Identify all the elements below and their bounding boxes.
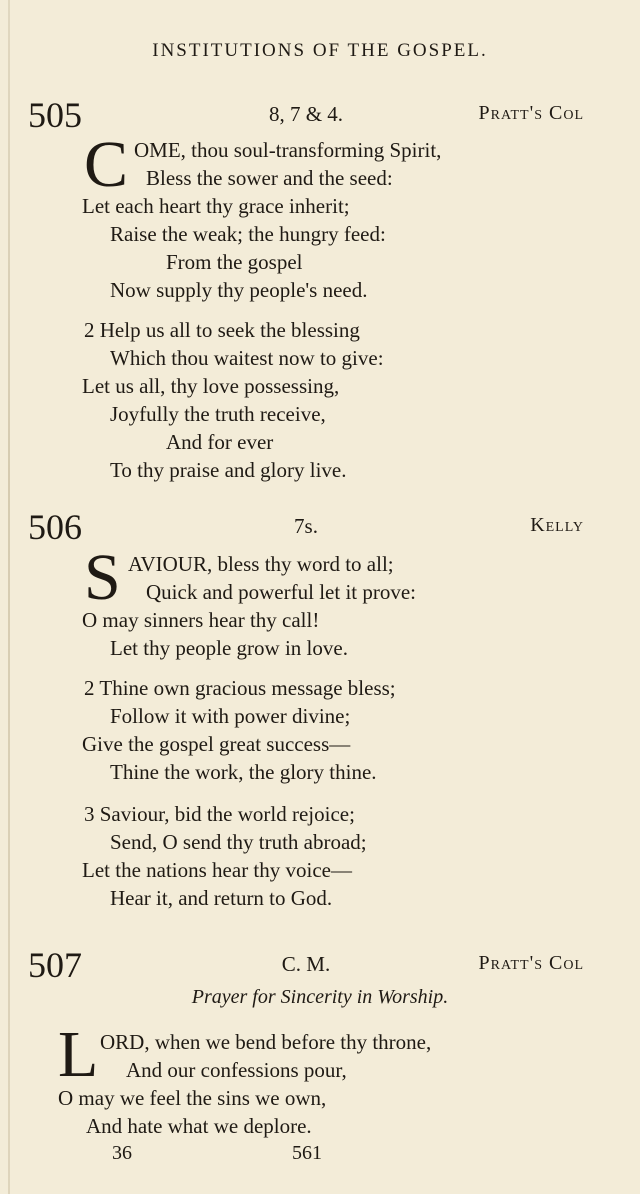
verse-line: Now supply thy people's need. xyxy=(110,278,368,302)
verse-line: O may we feel the sins we own, xyxy=(58,1086,327,1110)
hymn-506-header xyxy=(28,506,584,546)
verse-line: From the gospel xyxy=(166,250,303,274)
hymn-number: 505 xyxy=(28,95,82,135)
verse-line: Raise the weak; the hungry feed: xyxy=(110,222,386,246)
verse-line: 2 Thine own gracious message bless; xyxy=(84,676,396,700)
verse-line: To thy praise and glory live. xyxy=(110,458,347,482)
drop-cap: C xyxy=(84,128,129,201)
hymn-number: 507 xyxy=(28,945,82,985)
hymn-meter: C. M. xyxy=(281,952,331,976)
verse-line: Let each heart thy grace inherit; xyxy=(82,194,350,218)
verse-line: Joyfully the truth receive, xyxy=(110,402,326,426)
verse-line: And hate what we deplore. xyxy=(86,1114,312,1138)
verse-line: Give the gospel great success— xyxy=(82,732,351,756)
verse-line: Let us all, thy love possessing, xyxy=(82,374,340,398)
drop-cap: L xyxy=(58,1018,99,1091)
drop-cap: S xyxy=(84,541,121,614)
verse-line: O may sinners hear thy call! xyxy=(82,608,320,632)
verse-line: Send, O send thy truth abroad; xyxy=(110,830,367,854)
hymn-meter: 8, 7 & 4. xyxy=(268,102,344,126)
binding-edge xyxy=(8,0,10,1194)
verse-line: Which thou waitest now to give: xyxy=(110,346,384,370)
verse-line: Thine the work, the glory thine. xyxy=(110,760,377,784)
verse-line: AVIOUR, bless thy word to all; xyxy=(128,552,394,576)
verse-line: Hear it, and return to God. xyxy=(110,886,333,910)
hymn-meter: 7s. xyxy=(294,514,318,538)
verse-line: Let the nations hear thy voice— xyxy=(82,858,352,882)
page-number: 561 xyxy=(292,1142,322,1164)
verse-line: ORD, when we bend before thy throne, xyxy=(100,1030,432,1054)
hymn-507-header xyxy=(28,944,584,984)
signature-mark: 36 xyxy=(112,1142,132,1164)
verse-line: Quick and powerful let it prove: xyxy=(146,580,417,604)
verse-line: And for ever xyxy=(166,430,274,454)
hymn-tune: Kelly xyxy=(530,514,584,536)
verse-line: Let thy people grow in love. xyxy=(110,636,348,660)
hymn-tune: Pratt's Col xyxy=(478,102,584,124)
verse-line: And our confessions pour, xyxy=(126,1058,347,1082)
verse-line: Bless the sower and the seed: xyxy=(146,166,393,190)
verse-line: 2 Help us all to seek the blessing xyxy=(84,318,360,342)
hymn-number: 506 xyxy=(28,507,82,547)
hymn-tune: Pratt's Col xyxy=(478,952,584,974)
running-head: INSTITUTIONS OF THE GOSPEL. xyxy=(152,40,488,61)
verse-line: Follow it with power divine; xyxy=(110,704,351,728)
hymn-subtitle: Prayer for Sincerity in Worship. xyxy=(191,986,449,1008)
verse-line: OME, thou soul-transforming Spirit, xyxy=(134,138,442,162)
verse-line: 3 Saviour, bid the world rejoice; xyxy=(84,802,355,826)
